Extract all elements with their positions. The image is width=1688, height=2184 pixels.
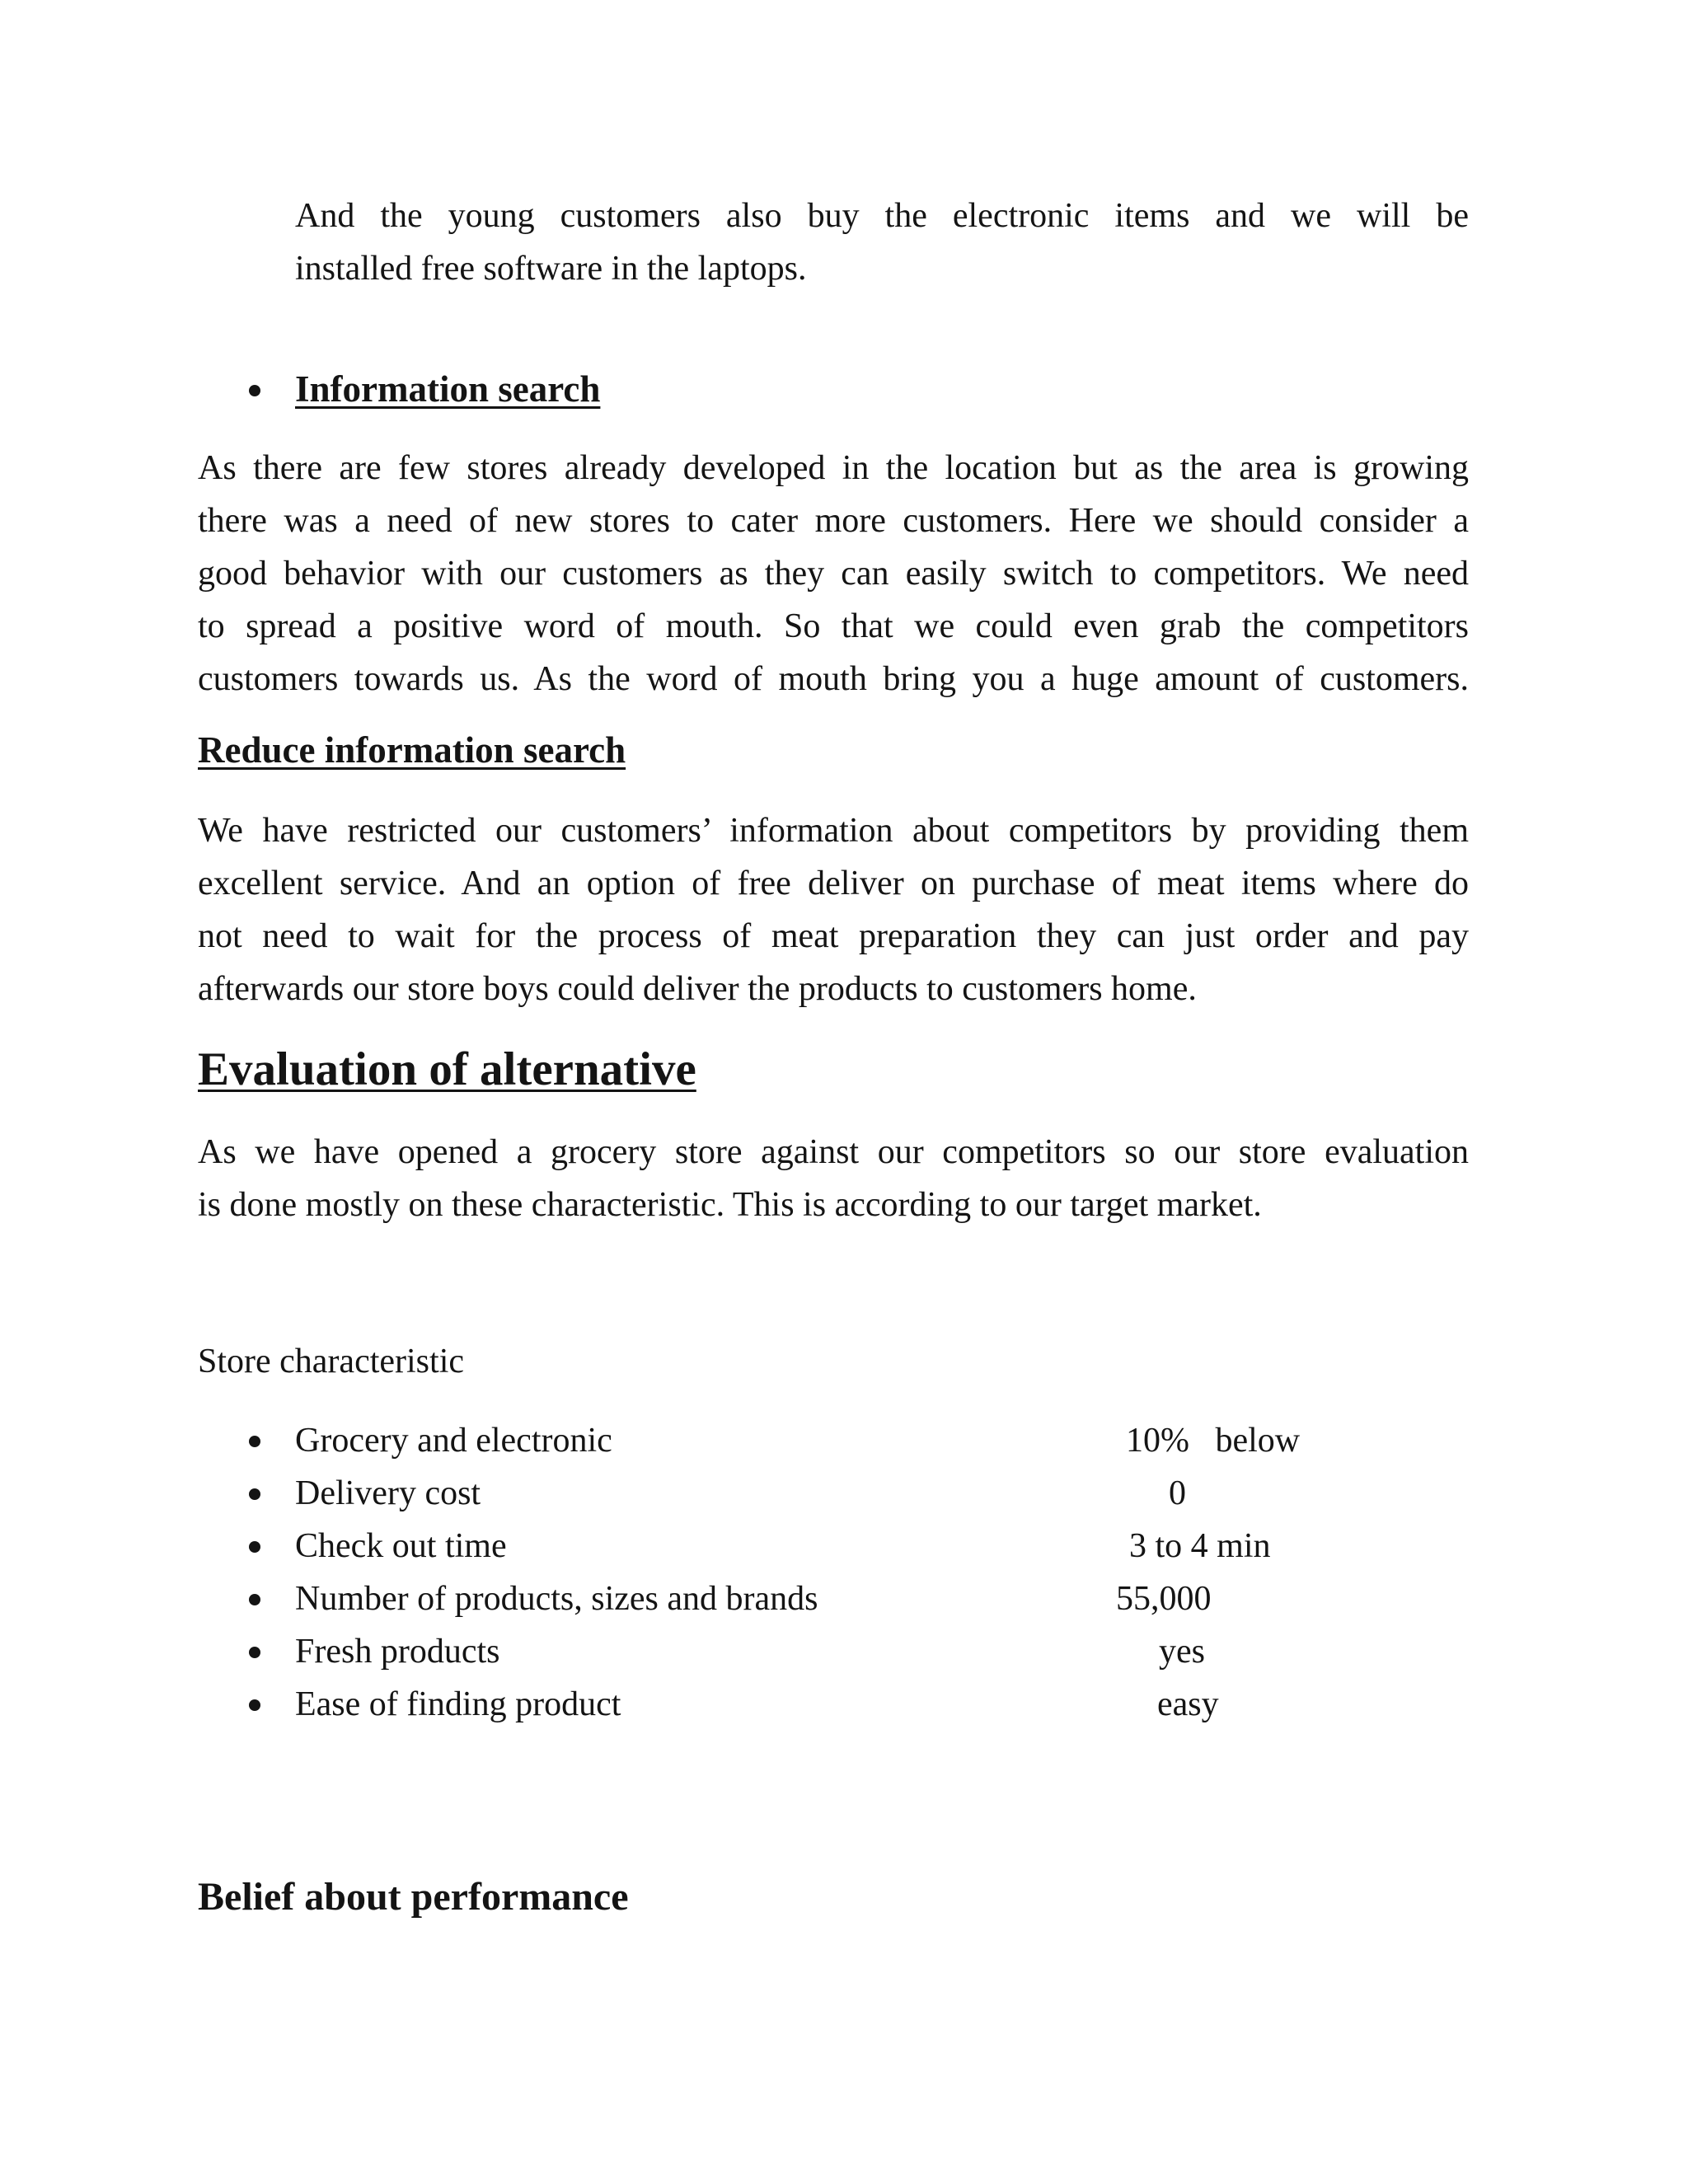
characteristic-value: 10% below bbox=[1126, 1422, 1301, 1460]
information-search-paragraph bbox=[198, 442, 1469, 705]
reduce-information-search-line-3: not need to wait for the process of meat preparation they can just order and pay bbox=[198, 917, 1469, 955]
list-item bbox=[198, 1625, 1434, 1678]
list-item bbox=[198, 1678, 1434, 1731]
characteristic-value: 3 to 4 min bbox=[1129, 1527, 1271, 1565]
characteristic-label: Delivery cost bbox=[295, 1474, 481, 1512]
evaluation-line-1: As we have opened a grocery store against our competitors so our store evaluation bbox=[198, 1133, 1469, 1171]
list-item bbox=[198, 1572, 1434, 1625]
characteristic-value: yes bbox=[1159, 1633, 1205, 1671]
list-item bbox=[198, 1414, 1434, 1467]
intro-paragraph bbox=[295, 190, 1469, 295]
characteristic-label: Number of products, sizes and brands bbox=[295, 1580, 818, 1618]
list-item bbox=[198, 1467, 1434, 1520]
reduce-information-search-line-1: We have restricted our customers’ information about competitors by providing them bbox=[198, 812, 1469, 850]
bullet-icon bbox=[249, 1594, 260, 1605]
belief-about-performance-heading: Belief about performance bbox=[198, 1875, 629, 1919]
reduce-information-search-heading: Reduce information search bbox=[198, 729, 626, 771]
information-search-line-5: customers towards us. As the word of mouth bring you a huge amount of customers. bbox=[198, 660, 1469, 698]
characteristic-value: easy bbox=[1157, 1685, 1219, 1723]
information-search-line-1: As there are few stores already developed in the location but as the area is growing bbox=[198, 449, 1469, 487]
bullet-icon bbox=[249, 1541, 260, 1553]
information-search-line-4: to spread a positive word of mouth. So that we could even grab the competitors bbox=[198, 607, 1469, 645]
evaluation-of-alternative-heading: Evaluation of alternative bbox=[198, 1043, 696, 1095]
intro-line-2: installed free software in the laptops. bbox=[295, 250, 807, 288]
information-search-heading: Information search bbox=[295, 368, 601, 410]
information-search-bullet-icon bbox=[249, 385, 260, 396]
characteristic-label: Grocery and electronic bbox=[295, 1422, 612, 1460]
information-search-line-3: good behavior with our customers as they can easily switch to competitors. We need bbox=[198, 555, 1469, 593]
characteristic-value: 55,000 bbox=[1116, 1580, 1212, 1618]
bullet-icon bbox=[249, 1647, 260, 1658]
information-search-line-2: there was a need of new stores to cater more customers. Here we should consider a bbox=[198, 502, 1469, 540]
intro-line-1: And the young customers also buy the electronic items and we will be bbox=[295, 197, 1469, 235]
reduce-information-search-paragraph bbox=[198, 804, 1469, 1015]
evaluation-line-2: is done mostly on these characteristic. This is according to our target market. bbox=[198, 1186, 1262, 1224]
characteristic-value: 0 bbox=[1169, 1474, 1186, 1512]
store-characteristic-title: Store characteristic bbox=[198, 1343, 464, 1380]
characteristic-label: Check out time bbox=[295, 1527, 507, 1565]
reduce-information-search-line-4: afterwards our store boys could deliver the products to customers home. bbox=[198, 970, 1197, 1008]
bullet-icon bbox=[249, 1488, 260, 1500]
characteristic-label: Fresh products bbox=[295, 1633, 500, 1671]
list-item bbox=[198, 1520, 1434, 1572]
reduce-information-search-line-2: excellent service. And an option of free deliver on purchase of meat items where do bbox=[198, 865, 1469, 902]
bullet-icon bbox=[249, 1436, 260, 1447]
characteristic-label: Ease of finding product bbox=[295, 1685, 621, 1723]
bullet-icon bbox=[249, 1699, 260, 1711]
evaluation-of-alternative-paragraph bbox=[198, 1126, 1469, 1231]
